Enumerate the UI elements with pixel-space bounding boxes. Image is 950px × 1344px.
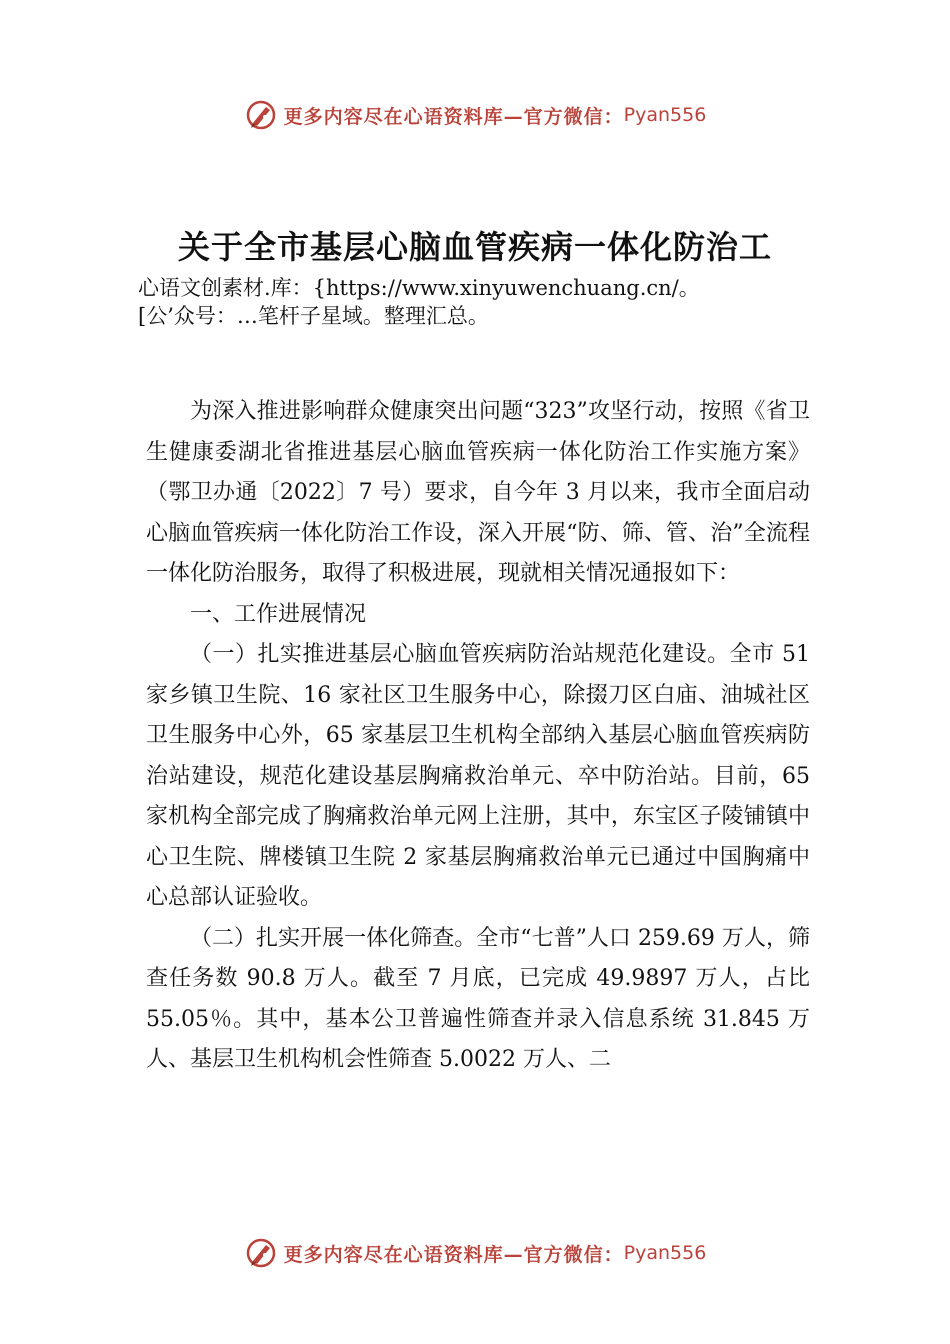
paragraph: 为深入推进影响群众健康突出问题“323”攻坚行动，按照《省卫生健康委湖北省推进基层心脑血管疾病一体化防治工作实施方案》（鄂卫办通〔2022〕7 号）要求，自今年 3 月以来，我市全面启动心脑血管疾病一体化防治工作设，深入开展“防、筛、管、治”全流程一体化防治服务，取得了积极进展，现就相关情况通报如下： — [146, 399, 810, 586]
pen-icon — [244, 98, 278, 132]
source-line: [公’众号：…笔杆子星域。整理汇总。 — [138, 304, 489, 328]
banner-wechat-id: Pyan556 — [623, 104, 707, 126]
section-heading: 一、工作进展情况 — [190, 601, 367, 627]
paragraph: （一）扎实推进基层心脑血管疾病防治站规范化建设。全市 51 家乡镇卫生院、16 家社区卫生服务中心，除掇刀区白庙、油城社区卫生服务中心外，65 家基层卫生机构全部纳入基层心脑血管疾病防治站建设，规范化建设基层胸痛救治单元、卒中防治站。目前，65 家机构全部完成了胸痛救治单元网上注册，其中，东宝区子陵铺镇中心卫生院、牌楼镇卫生院 2 家基层胸痛救治单元已通过中国胸痛中心总部认证验收。 — [146, 642, 810, 910]
source-line: 心语文创素材.库：{https://www.xinyuwenchuang.cn/。 — [138, 276, 700, 300]
pen-icon — [244, 1236, 278, 1270]
banner-text: 更多内容尽在心语资料库—官方微信： — [283, 105, 624, 128]
footer-banner — [0, 1233, 950, 1273]
document-body — [146, 392, 810, 1081]
header-banner — [0, 95, 950, 135]
paragraph: （二）扎实开展一体化筛查。全市“七普”人口 259.69 万人，筛查任务数 90.8 万人。截至 7 月底，已完成 49.9897 万人，占比 55.05％。其中，基本公卫普遍性筛查并录入信息系统 31.845 万人、基层卫生机构机会性筛查 5.0022 万人、二 — [146, 925, 810, 1072]
banner-wechat-id: Pyan556 — [623, 1242, 707, 1264]
document-title: 关于全市基层心脑血管疾病一体化防治工 — [177, 228, 772, 266]
banner-text: 更多内容尽在心语资料库—官方微信： — [283, 1243, 624, 1266]
